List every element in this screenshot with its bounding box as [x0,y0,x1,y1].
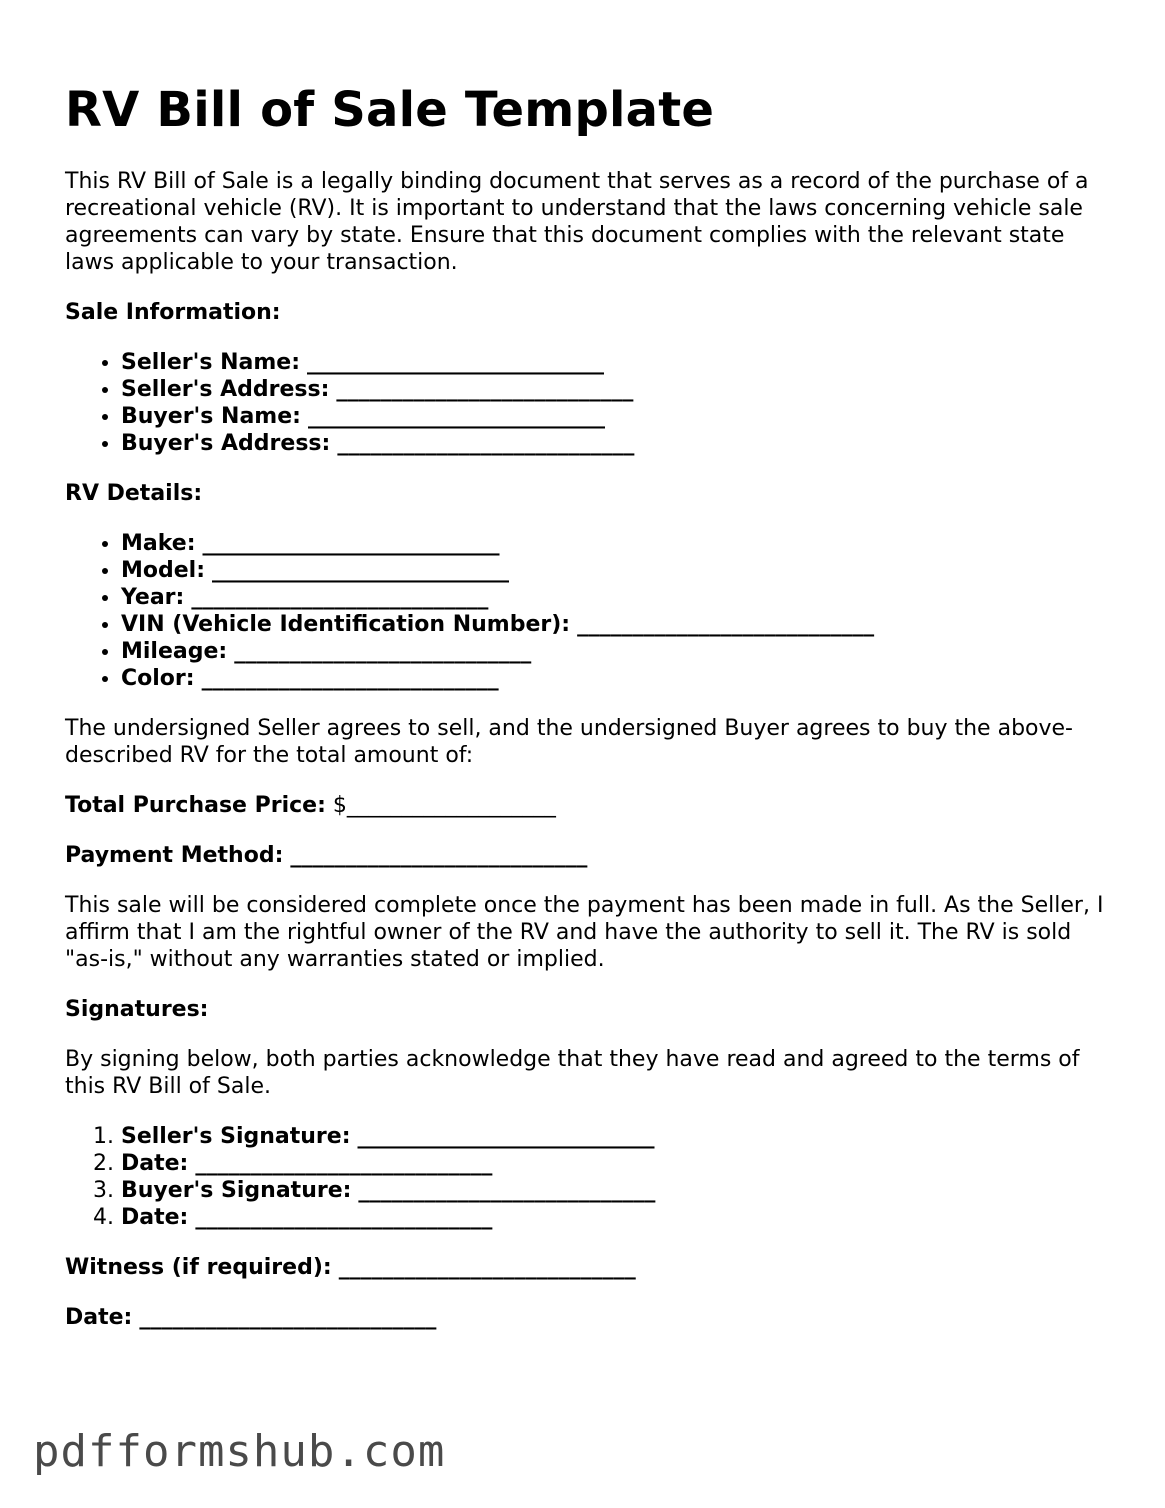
list-item [121,430,1110,457]
model-blank[interactable]: ___________________________ [212,558,510,583]
document-page [65,82,1110,1354]
seller-date-blank[interactable]: ___________________________ [195,1151,493,1176]
list-item [121,349,1110,376]
total-purchase-price-blank[interactable]: $___________________ [332,793,556,818]
witness-line [65,1254,1110,1281]
list-item [121,403,1110,430]
field-label: Mileage: [121,639,228,664]
sale-information-list [65,349,1110,457]
list-item [121,376,1110,403]
witness-label: Witness (if required): [65,1255,332,1280]
field-label: Date: [121,1151,189,1176]
field-label: Buyer's Name: [121,404,301,429]
buyer-signature-blank[interactable]: ___________________________ [358,1178,656,1203]
intro-paragraph: This RV Bill of Sale is a legally binding document that serves as a record of the purchase of a recreational vehicle (RV). It is important to understand that the laws concerning vehicle sale agreements can vary by state. Ensure that this document complies with the relevant state laws applicable to your transaction. [65,169,1089,275]
field-label: Model: [121,558,206,583]
field-label: Year: [121,585,185,610]
seller-address-blank[interactable]: ___________________________ [336,377,634,402]
witness-date-line [65,1304,1110,1331]
field-label: Date: [121,1205,189,1230]
list-item [121,1150,1110,1177]
field-label: Buyer's Signature: [121,1178,352,1203]
list-item [121,1204,1110,1231]
list-item [121,530,1110,557]
make-blank[interactable]: ___________________________ [202,531,500,556]
payment-method-label: Payment Method: [65,843,284,868]
field-label: Seller's Name: [121,350,301,375]
completion-paragraph: This sale will be considered complete once the payment has been made in full. As the Seller, I affirm that I am the rightful owner of the RV and have the authority to sell it. The RV is sold "as-is," without any warranties stated or implied. [65,893,1104,972]
sale-information-heading: Sale Information: [65,300,281,325]
buyer-name-blank[interactable]: ___________________________ [307,404,605,429]
mileage-blank[interactable]: ___________________________ [234,639,532,664]
watermark: pdfformshub.com [33,1426,446,1477]
seller-name-blank[interactable]: ___________________________ [307,350,605,375]
signatures-list [65,1123,1110,1231]
rv-details-heading: RV Details: [65,481,203,506]
total-purchase-price-label: Total Purchase Price: [65,793,326,818]
list-item [121,557,1110,584]
color-blank[interactable]: ___________________________ [201,666,499,691]
field-label: Color: [121,666,195,691]
document-title: RV Bill of Sale Template [65,82,715,138]
payment-method-line [65,842,1110,869]
field-label: Buyer's Address: [121,431,331,456]
list-item [121,638,1110,665]
seller-signature-blank[interactable]: ___________________________ [357,1124,655,1149]
rv-details-list [65,530,1110,692]
field-label: VIN (Vehicle Identification Number): [121,612,571,637]
list-item [121,584,1110,611]
buyer-date-blank[interactable]: ___________________________ [195,1205,493,1230]
list-item [121,1123,1110,1150]
year-blank[interactable]: ___________________________ [191,585,489,610]
witness-blank[interactable]: ___________________________ [338,1255,636,1280]
list-item [121,611,1110,638]
total-purchase-price-line [65,792,1110,819]
signatures-paragraph: By signing below, both parties acknowledge that they have read and agreed to the terms of this RV Bill of Sale. [65,1047,1080,1099]
list-item [121,665,1110,692]
witness-date-label: Date: [65,1305,133,1330]
field-label: Make: [121,531,196,556]
payment-method-blank[interactable]: ___________________________ [290,843,588,868]
signatures-heading: Signatures: [65,997,209,1022]
field-label: Seller's Address: [121,377,330,402]
agreement-paragraph: The undersigned Seller agrees to sell, and the undersigned Buyer agrees to buy the above-described RV for the total amount of: [65,716,1073,768]
field-label: Seller's Signature: [121,1124,351,1149]
list-item [121,1177,1110,1204]
witness-date-blank[interactable]: ___________________________ [139,1305,437,1330]
buyer-address-blank[interactable]: ___________________________ [337,431,635,456]
vin-blank[interactable]: ___________________________ [577,612,875,637]
